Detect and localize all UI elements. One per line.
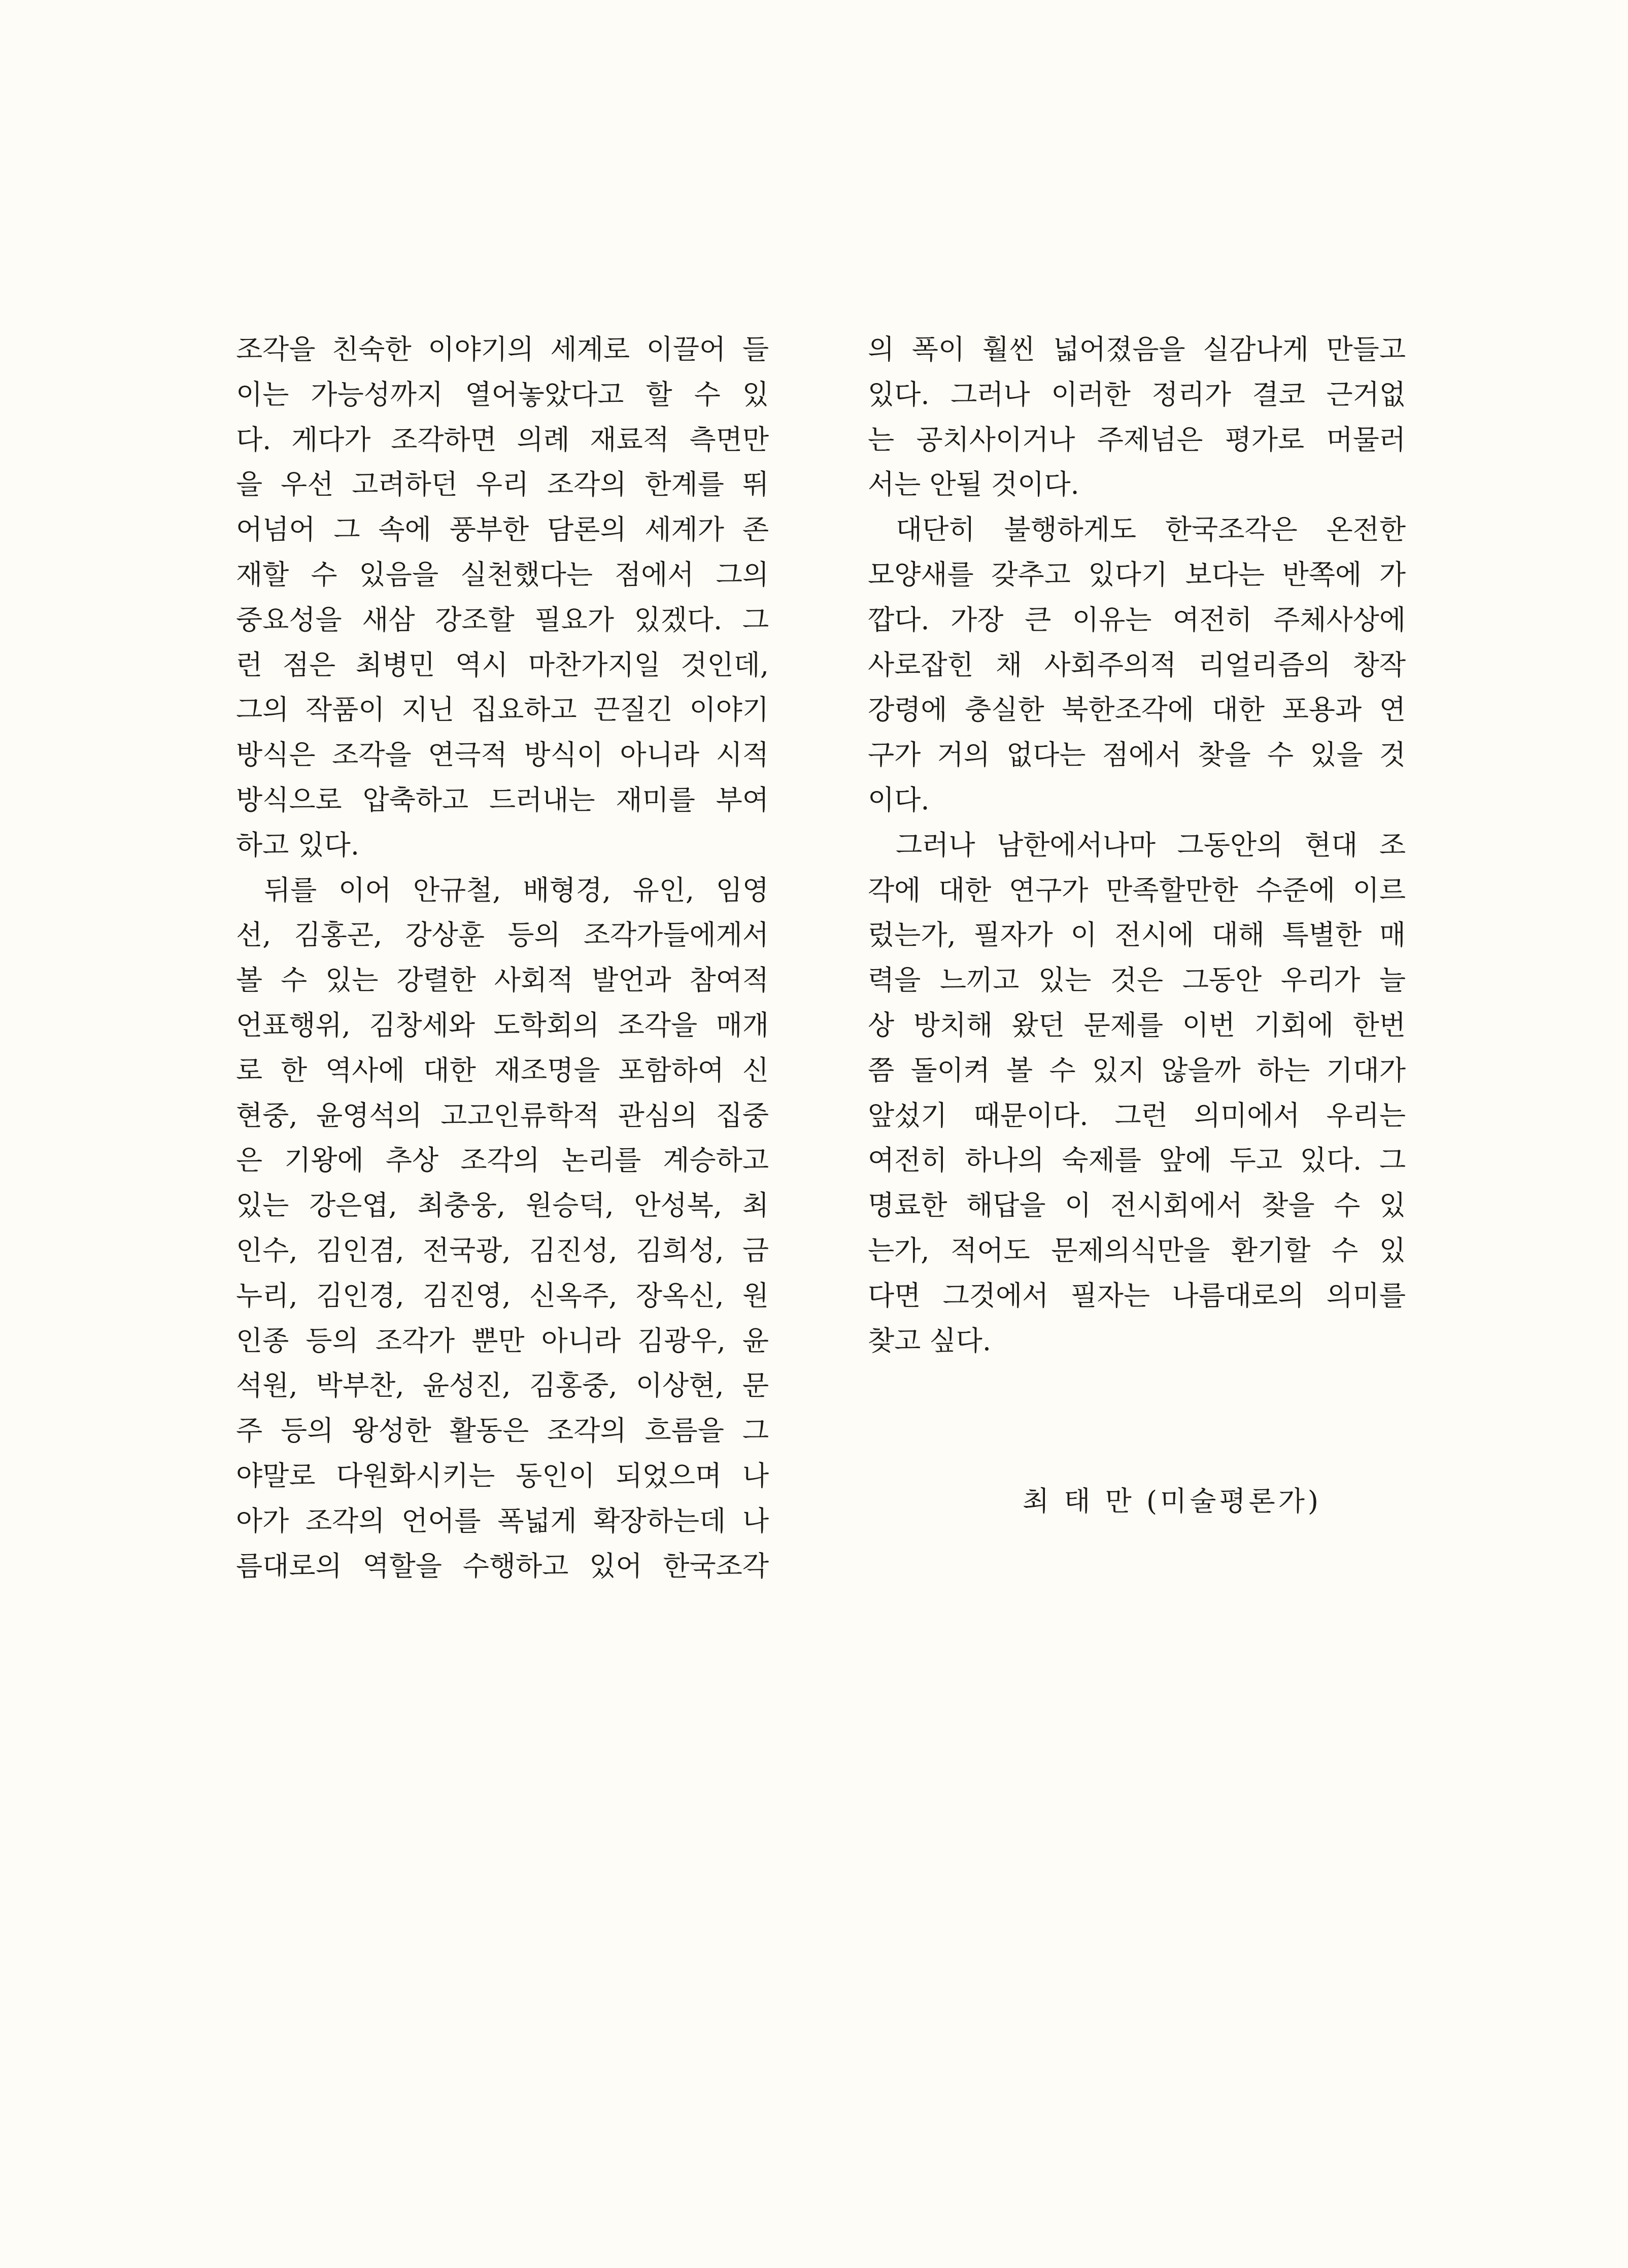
text-line: 그의 작품이 지닌 집요하고 끈질긴 이야기	[236, 694, 769, 726]
text-line: 깝다. 가장 큰 이유는 여전히 주체사상에	[868, 603, 1406, 636]
text-line: 대단히 불행하게도 한국조각은 온전한	[896, 513, 1406, 546]
text-line: 누리, 김인경, 김진영, 신옥주, 장옥신, 원	[236, 1279, 769, 1312]
author-signature: 최 태 만 (미술평론가)	[1023, 1485, 1321, 1517]
text-line: 방식으로 압축하고 드러내는 재미를 부여	[236, 783, 769, 816]
text-line: 인수, 김인겸, 전국광, 김진성, 김희성, 금	[236, 1234, 769, 1266]
text-line: 강령에 충실한 북한조각에 대한 포용과 연	[868, 694, 1406, 726]
text-line: 렀는가, 필자가 이 전시에 대해 특별한 매	[868, 919, 1406, 951]
text-line: 은 기왕에 추상 조각의 논리를 계승하고	[236, 1144, 769, 1177]
text-line: 는 공치사이거나 주제넘은 평가로 머물러	[868, 423, 1406, 456]
text-line: 야말로 다원화시키는 동인이 되었으며 나	[236, 1459, 769, 1492]
text-line: 하고 있다.	[236, 829, 359, 861]
text-line: 방식은 조각을 연극적 방식이 아니라 시적	[236, 739, 769, 771]
text-line: 는가, 적어도 문제의식만을 환기할 수 있	[868, 1234, 1406, 1266]
text-line: 런 점은 최병민 역시 마찬가지일 것인데,	[236, 648, 769, 681]
text-line: 로 한 역사에 대한 재조명을 포함하여 신	[236, 1054, 769, 1086]
text-line: 찾고 싶다.	[868, 1324, 991, 1357]
left-text-column	[236, 327, 769, 1589]
text-line: 재할 수 있음을 실천했다는 점에서 그의	[236, 558, 769, 591]
text-line: 름대로의 역할을 수행하고 있어 한국조각	[236, 1550, 769, 1582]
text-line: 어넘어 그 속에 풍부한 담론의 세계가 존	[236, 513, 769, 546]
text-line: 력을 느끼고 있는 것은 그동안 우리가 늘	[868, 964, 1406, 996]
text-line: 주 등의 왕성한 활동은 조각의 흐름을 그	[236, 1415, 769, 1447]
text-line: 구가 거의 없다는 점에서 찾을 수 있을 것	[868, 739, 1406, 771]
text-line: 아가 조각의 언어를 폭넓게 확장하는데 나	[236, 1504, 769, 1537]
text-line: 그러나 남한에서나마 그동안의 현대 조	[896, 829, 1406, 861]
text-line: 서는 안될 것이다.	[868, 468, 1079, 501]
text-line: 인종 등의 조각가 뿐만 아니라 김광우, 윤	[236, 1324, 769, 1357]
text-line: 볼 수 있는 강렬한 사회적 발언과 참여적	[236, 964, 769, 996]
text-line: 있는 강은엽, 최충웅, 원승덕, 안성복, 최	[236, 1189, 769, 1222]
text-line: 사로잡힌 채 사회주의적 리얼리즘의 창작	[868, 648, 1406, 681]
right-text-column	[868, 327, 1406, 1363]
text-line: 이는 가능성까지 열어놓았다고 할 수 있	[236, 378, 769, 410]
text-line: 현중, 윤영석의 고고인류학적 관심의 집중	[236, 1099, 769, 1131]
text-line: 조각을 친숙한 이야기의 세계로 이끌어 들	[236, 333, 769, 365]
text-line: 명료한 해답을 이 전시회에서 찾을 수 있	[868, 1189, 1406, 1222]
text-line: 언표행위, 김창세와 도학회의 조각을 매개	[236, 1009, 769, 1041]
text-line: 여전히 하나의 숙제를 앞에 두고 있다. 그	[868, 1144, 1406, 1177]
text-line: 상 방치해 왔던 문제를 이번 기회에 한번	[868, 1009, 1406, 1041]
text-line: 쯤 돌이켜 볼 수 있지 않을까 하는 기대가	[868, 1054, 1406, 1086]
text-line: 다. 게다가 조각하면 의례 재료적 측면만	[236, 423, 769, 456]
text-line: 이다.	[868, 783, 930, 816]
text-line: 뒤를 이어 안규철, 배형경, 유인, 임영	[264, 874, 769, 906]
text-line: 석원, 박부찬, 윤성진, 김홍중, 이상현, 문	[236, 1369, 769, 1402]
text-line: 앞섰기 때문이다. 그런 의미에서 우리는	[868, 1099, 1406, 1131]
text-line: 선, 김홍곤, 강상훈 등의 조각가들에게서	[236, 919, 769, 951]
text-line: 의 폭이 훨씬 넓어졌음을 실감나게 만들고	[868, 333, 1406, 365]
text-line: 을 우선 고려하던 우리 조각의 한계를 뛰	[236, 468, 769, 501]
text-line: 모양새를 갖추고 있다기 보다는 반쪽에 가	[868, 558, 1406, 591]
text-line: 중요성을 새삼 강조할 필요가 있겠다. 그	[236, 603, 769, 636]
text-line: 다면 그것에서 필자는 나름대로의 의미를	[868, 1279, 1406, 1312]
text-line: 있다. 그러나 이러한 정리가 결코 근거없	[868, 378, 1406, 410]
text-line: 각에 대한 연구가 만족할만한 수준에 이르	[868, 874, 1406, 906]
